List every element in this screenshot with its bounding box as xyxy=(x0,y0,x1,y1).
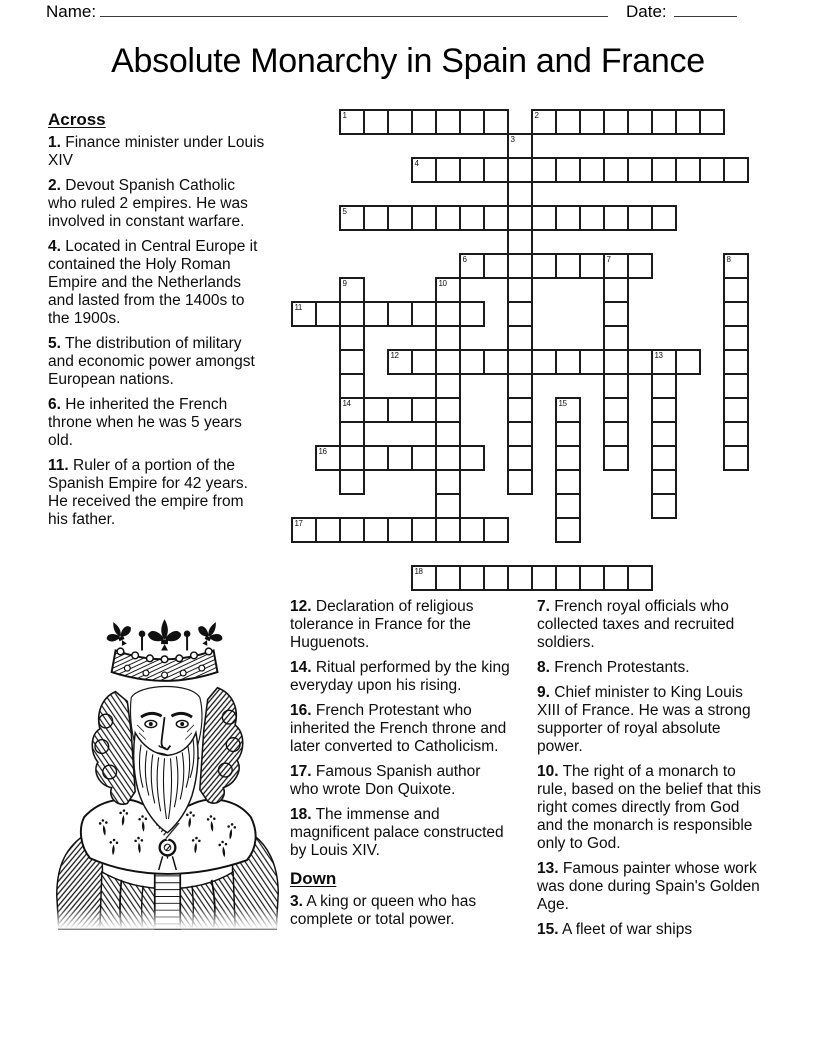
clue-text: Ruler of a portion of the Spanish Empire for 42 years. He received the empire from his father. xyxy=(48,457,248,528)
grid-cell xyxy=(387,109,413,135)
grid-cell xyxy=(483,253,509,279)
grid-cell xyxy=(411,397,437,423)
grid-cell xyxy=(531,157,557,183)
name-blank-line xyxy=(100,16,608,17)
grid-cell xyxy=(435,493,461,519)
grid-cell xyxy=(435,373,461,399)
clue-text: Finance minister under Louis XIV xyxy=(48,134,265,169)
grid-cell xyxy=(507,277,533,303)
grid-cell xyxy=(483,157,509,183)
grid-cell xyxy=(507,301,533,327)
clue-number: 13. xyxy=(537,860,559,877)
grid-cell xyxy=(651,205,677,231)
grid-cell xyxy=(651,397,677,423)
grid-cell xyxy=(387,349,413,375)
grid-cell xyxy=(435,325,461,351)
grid-cell xyxy=(555,445,581,471)
grid-cell xyxy=(435,301,461,327)
grid-cell xyxy=(483,517,509,543)
grid-cell xyxy=(675,109,701,135)
grid-cell xyxy=(363,445,389,471)
grid-clue-number: 5 xyxy=(342,207,347,216)
clue-number: 6. xyxy=(48,396,61,413)
grid-cell xyxy=(723,253,749,279)
grid-cell xyxy=(651,373,677,399)
clue-item xyxy=(48,396,266,450)
grid-cell xyxy=(627,205,653,231)
grid-cell xyxy=(291,301,317,327)
king-portrait xyxy=(45,612,290,932)
grid-cell xyxy=(459,445,485,471)
grid-cell xyxy=(555,421,581,447)
grid-cell xyxy=(723,277,749,303)
grid-cell xyxy=(435,205,461,231)
clue-text: French Protestants. xyxy=(549,659,690,676)
grid-cell xyxy=(603,157,629,183)
grid-cell xyxy=(435,469,461,495)
grid-cell xyxy=(723,397,749,423)
grid-cell xyxy=(555,493,581,519)
grid-cell xyxy=(483,205,509,231)
date-blank-line xyxy=(674,16,737,17)
clue-text: The distribution of military and economic power amongst European nations. xyxy=(48,335,255,388)
grid-cell xyxy=(459,517,485,543)
grid-cell xyxy=(435,397,461,423)
grid-cell xyxy=(603,421,629,447)
grid-cell xyxy=(411,445,437,471)
clue-number: 3. xyxy=(290,893,303,910)
grid-cell xyxy=(723,373,749,399)
grid-cell xyxy=(579,349,605,375)
grid-cell xyxy=(459,109,485,135)
grid-cell xyxy=(435,277,461,303)
grid-clue-number: 14 xyxy=(342,399,351,408)
clue-number: 11. xyxy=(48,457,69,474)
clue-number: 17. xyxy=(290,763,312,780)
grid-cell xyxy=(339,109,365,135)
clue-text: A king or queen who has complete or total power. xyxy=(290,893,477,928)
grid-cell xyxy=(483,109,509,135)
clue-number: 9. xyxy=(537,684,550,701)
grid-cell xyxy=(555,109,581,135)
clue-item xyxy=(290,806,510,860)
grid-cell xyxy=(651,349,677,375)
grid-cell xyxy=(555,349,581,375)
grid-cell xyxy=(315,517,341,543)
clue-item xyxy=(290,598,510,652)
grid-cell xyxy=(363,397,389,423)
clue-number: 4. xyxy=(48,238,61,255)
grid-cell xyxy=(507,469,533,495)
grid-cell xyxy=(723,157,749,183)
grid-cell xyxy=(627,565,653,591)
clue-number: 15. xyxy=(537,921,559,938)
grid-cell xyxy=(531,205,557,231)
grid-clue-number: 11 xyxy=(294,303,302,312)
grid-cell xyxy=(555,565,581,591)
clue-number: 8. xyxy=(537,659,550,676)
grid-cell xyxy=(435,421,461,447)
right-down-clues xyxy=(537,598,765,939)
grid-clue-number: 18 xyxy=(414,567,423,576)
grid-clue-number: 10 xyxy=(438,279,447,288)
grid-cell xyxy=(603,277,629,303)
grid-cell xyxy=(435,565,461,591)
clue-text: Famous Spanish author who wrote Don Quixote. xyxy=(290,763,481,798)
grid-cell xyxy=(459,253,485,279)
king-portrait-svg xyxy=(45,612,290,932)
grid-cell xyxy=(363,301,389,327)
grid-cell xyxy=(579,157,605,183)
grid-cell xyxy=(675,157,701,183)
grid-cell xyxy=(339,421,365,447)
date-label: Date: xyxy=(626,2,667,21)
grid-cell xyxy=(459,301,485,327)
clue-text: Famous painter whose work was done during Spain's Golden Age. xyxy=(537,860,760,913)
clue-number: 2. xyxy=(48,177,61,194)
grid-clue-number: 16 xyxy=(318,447,327,456)
grid-cell xyxy=(723,445,749,471)
grid-clue-number: 6 xyxy=(462,255,467,264)
grid-cell xyxy=(579,253,605,279)
left-across-clues xyxy=(48,134,266,529)
grid-cell xyxy=(435,445,461,471)
page-title: Absolute Monarchy in Spain and France xyxy=(111,42,705,80)
grid-cell xyxy=(411,157,437,183)
grid-cell xyxy=(315,445,341,471)
clue-column-right xyxy=(537,598,765,946)
grid-cell xyxy=(723,349,749,375)
grid-cell xyxy=(627,109,653,135)
clue-item xyxy=(48,134,266,170)
grid-cell xyxy=(555,517,581,543)
clue-text: Chief minister to King Louis XIII of France. He was a strong supporter of royal absolute power. xyxy=(537,684,751,755)
grid-cell xyxy=(579,565,605,591)
clue-number: 1. xyxy=(48,134,61,151)
grid-cell xyxy=(603,253,629,279)
clue-number: 10. xyxy=(537,763,559,780)
grid-cell xyxy=(651,493,677,519)
grid-clue-number: 2 xyxy=(534,111,539,120)
grid-clue-number: 12 xyxy=(390,351,399,360)
grid-cell xyxy=(555,205,581,231)
grid-cell xyxy=(339,205,365,231)
grid-cell xyxy=(627,157,653,183)
grid-cell xyxy=(555,469,581,495)
clue-number: 5. xyxy=(48,335,61,352)
grid-cell xyxy=(603,349,629,375)
grid-cell xyxy=(387,397,413,423)
grid-cell xyxy=(531,253,557,279)
grid-clue-number: 13 xyxy=(654,351,663,360)
clue-number: 7. xyxy=(537,598,550,615)
grid-cell xyxy=(603,373,629,399)
grid-cell xyxy=(459,205,485,231)
grid-clue-number: 3 xyxy=(510,135,515,144)
grid-cell xyxy=(339,301,365,327)
crossword-grid xyxy=(291,109,749,591)
down-heading: Down xyxy=(290,869,337,888)
grid-cell xyxy=(531,349,557,375)
grid-cell xyxy=(507,253,533,279)
grid-cell xyxy=(411,301,437,327)
grid-cell xyxy=(339,517,365,543)
grid-cell xyxy=(363,517,389,543)
grid-cell xyxy=(291,517,317,543)
grid-cell xyxy=(435,349,461,375)
grid-cell xyxy=(651,469,677,495)
grid-cell xyxy=(435,517,461,543)
clue-number: 18. xyxy=(290,806,312,823)
grid-cell xyxy=(411,109,437,135)
grid-cell xyxy=(651,445,677,471)
grid-cell xyxy=(555,397,581,423)
grid-cell xyxy=(627,349,653,375)
middle-across-clues xyxy=(290,598,510,860)
grid-cell xyxy=(579,109,605,135)
clue-text: A fleet of war ships xyxy=(558,921,693,938)
grid-cell xyxy=(387,301,413,327)
grid-cell xyxy=(339,397,365,423)
grid-cell xyxy=(507,133,533,159)
grid-cell xyxy=(411,205,437,231)
grid-cell xyxy=(507,565,533,591)
grid-cell xyxy=(507,157,533,183)
grid-cell xyxy=(507,397,533,423)
grid-cell xyxy=(387,517,413,543)
grid-cell xyxy=(363,205,389,231)
grid-cell xyxy=(723,421,749,447)
clue-text: Ritual performed by the king everyday upon his rising. xyxy=(290,659,510,694)
grid-cell xyxy=(507,229,533,255)
grid-cell xyxy=(339,325,365,351)
grid-clue-number: 9 xyxy=(342,279,347,288)
grid-cell xyxy=(387,445,413,471)
clue-text: He inherited the French throne when he was 5 years old. xyxy=(48,396,242,449)
grid-clue-number: 4 xyxy=(414,159,419,168)
grid-cell xyxy=(699,109,725,135)
grid-cell xyxy=(411,565,437,591)
grid-cell xyxy=(603,565,629,591)
clue-item xyxy=(537,860,765,914)
grid-cell xyxy=(459,565,485,591)
grid-cell xyxy=(603,325,629,351)
grid-cell xyxy=(651,109,677,135)
grid-cell xyxy=(435,109,461,135)
grid-cell xyxy=(483,565,509,591)
grid-cell xyxy=(411,517,437,543)
clue-text: French Protestant who inherited the French throne and later converted to Catholicism. xyxy=(290,702,507,755)
grid-cell xyxy=(315,301,341,327)
clue-column-middle xyxy=(290,598,510,936)
clue-text: Located in Central Europe it contained the Holy Roman Empire and the Netherlands and lasted from the 1400s to the 1900s. xyxy=(48,238,258,327)
grid-cell xyxy=(507,445,533,471)
clue-item xyxy=(537,684,765,756)
grid-cell xyxy=(339,349,365,375)
grid-cell xyxy=(387,205,413,231)
clue-item xyxy=(537,659,765,677)
grid-cell xyxy=(723,325,749,351)
grid-clue-number: 7 xyxy=(606,255,611,264)
grid-cell xyxy=(363,109,389,135)
grid-cell xyxy=(507,325,533,351)
clue-item xyxy=(290,702,510,756)
grid-cell xyxy=(459,157,485,183)
clue-text: Declaration of religious tolerance in France for the Huguenots. xyxy=(290,598,474,651)
grid-cell xyxy=(699,157,725,183)
name-label: Name: xyxy=(46,2,97,21)
grid-cell xyxy=(603,109,629,135)
clue-number: 12. xyxy=(290,598,312,615)
grid-clue-number: 8 xyxy=(726,255,731,264)
clue-text: French royal officials who collected taxes and recruited soldiers. xyxy=(537,598,735,651)
grid-cell xyxy=(555,253,581,279)
clue-number: 14. xyxy=(290,659,312,676)
crown xyxy=(101,616,227,681)
clue-text: The immense and magnificent palace constructed by Louis XIV. xyxy=(290,806,504,859)
clue-item xyxy=(48,177,266,231)
grid-cell xyxy=(483,349,509,375)
grid-clue-number: 15 xyxy=(558,399,567,408)
clue-item xyxy=(48,335,266,389)
grid-cell xyxy=(507,373,533,399)
grid-clue-number: 17 xyxy=(294,519,303,528)
clue-item xyxy=(290,763,510,799)
grid-cell xyxy=(531,109,557,135)
clue-item xyxy=(290,659,510,695)
clue-item xyxy=(537,921,765,939)
grid-cell xyxy=(339,445,365,471)
grid-cell xyxy=(603,445,629,471)
grid-cell xyxy=(675,349,701,375)
grid-cell xyxy=(555,157,581,183)
grid-cell xyxy=(339,373,365,399)
grid-cell xyxy=(339,469,365,495)
grid-cell xyxy=(507,421,533,447)
clue-number: 16. xyxy=(290,702,312,719)
grid-cell xyxy=(507,181,533,207)
grid-cell xyxy=(435,157,461,183)
grid-cell xyxy=(603,205,629,231)
grid-cell xyxy=(651,157,677,183)
clue-text: Devout Spanish Catholic who ruled 2 empires. He was involved in constant warfare. xyxy=(48,177,248,230)
middle-down-clues xyxy=(290,893,510,929)
grid-cell xyxy=(507,349,533,375)
clue-column-left xyxy=(48,111,266,536)
clue-item xyxy=(537,763,765,853)
clue-item xyxy=(48,457,266,529)
clue-item xyxy=(48,238,266,328)
across-heading: Across xyxy=(48,110,106,129)
grid-cell xyxy=(339,277,365,303)
grid-cell xyxy=(603,397,629,423)
grid-cell xyxy=(411,349,437,375)
grid-cell xyxy=(459,349,485,375)
grid-cell xyxy=(531,565,557,591)
grid-cell xyxy=(507,205,533,231)
clue-item xyxy=(537,598,765,652)
grid-cell xyxy=(651,421,677,447)
grid-cell xyxy=(723,301,749,327)
grid-cell xyxy=(627,253,653,279)
clue-item xyxy=(290,893,510,929)
grid-clue-number: 1 xyxy=(342,111,347,120)
clue-text: The right of a monarch to rule, based on the belief that this right comes directly from God and the monarch is responsible only to God. xyxy=(537,763,762,852)
grid-cell xyxy=(579,205,605,231)
grid-cell xyxy=(603,301,629,327)
